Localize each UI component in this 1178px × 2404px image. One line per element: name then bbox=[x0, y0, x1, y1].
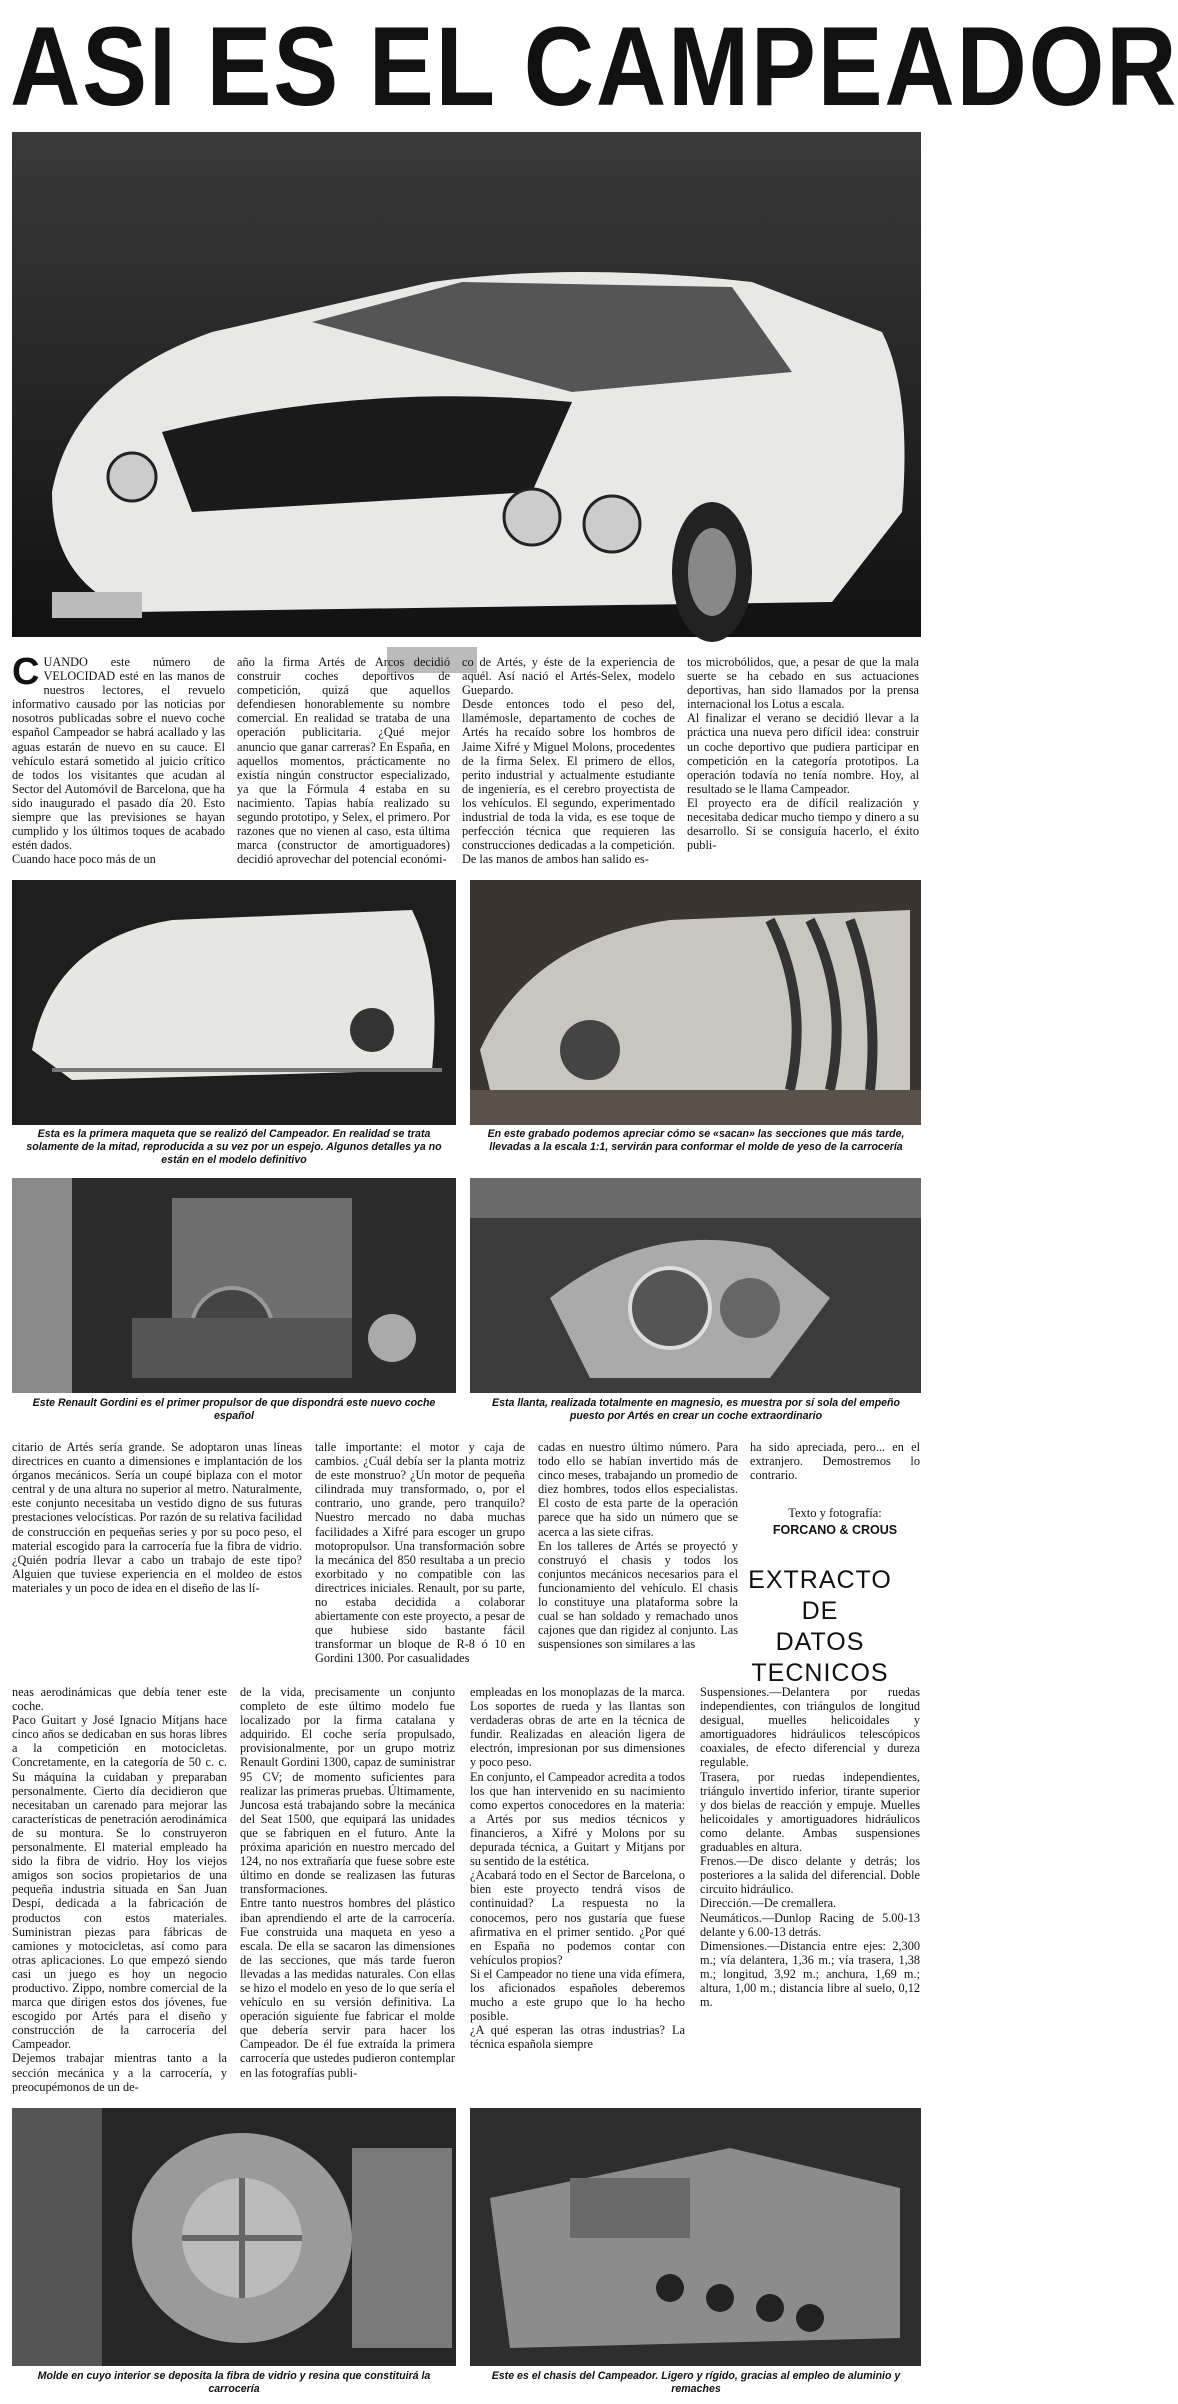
car-prototype-photo bbox=[12, 132, 921, 637]
mid-column-4: ha sido apreciada, pero... en el extranjero. Demostremos lo contrario. bbox=[750, 1440, 920, 1483]
full-scale-mockup-photo bbox=[470, 880, 921, 1125]
intro-column-3: co de Artés, y éste de la experiencia de aquél. Así nació el Artés-Selex, modelo Guepardo. Desde entonces todo el peso del, llamémosle, departamento de coches de Artés ha recaído sobre los hombros de Jaime Xifré y Miguel Molons, procedentes de la firma Selex. El primero de ellos, perito industrial y actualmente estudiante de ingeniería, es el cerebro proyectista de los vehículos. El segundo, experimentado industrial de toda la vida, es ese toque de perfección técnica que requieren las construcciones dedicadas a la competición. De las manos de ambos han salido es- bbox=[462, 655, 675, 867]
extracto-line-2: DE bbox=[801, 1597, 839, 1625]
lower-column-2: de la vida, precisamente un conjunto completo de este último modelo fue localizado por la firma catalana y adquirido. El coche sería propulsado, provisionalmente, por un grupo motriz Renault Gordini 1300, capaz de suministrar 95 CV; de momento suficientes para realizar las primeras pruebas. Últimamente, Juncosa está trabajando sobre la mecánica del Seat 1500, que equipará las unidades que se fabriquen en el futuro. Ante la próxima aparición en nuestro mercado del 124, no nos extrañaría que fuese sobre este último en donde se realizasen las futuras transformaciones. Entre tanto nuestros hombres del plástico iban aprendiendo el arte de la carrocería. Fue construida una maqueta en yeso a escala. De ella se sacaron las dimensiones de las secciones, que más tarde fueron llevadas a las medidas naturales. Con ellas se hizo el modelo en yeso de lo que sería el vehículo en su versión definitiva. La operación siguiente fue fabricar el molde que debería servir para hacer los Campeador. De él fue extraída la primera carrocería que ustedes pudieron contemplar en las fotografías publi- bbox=[240, 1685, 455, 2080]
intro-column-1: CUANDO este número de VELOCIDAD esté en las manos de nuestros lectores, el revuelo informativo causado por las noticias por nosotros publicadas sobre el nuevo coche español Campeador se habrá acallado y las aguas estarán de nuevo en su cauce. El vehículo estará sometido al juicio crítico de todos los visitantes que acudan al Sector del Automóvil de Barcelona, que ha sido inaugurado el pasado día 20. Esto siempre que las previsiones se hayan cumplido y los últimos toques de acabado estén dados. Cuando hace poco más de un bbox=[12, 651, 225, 867]
half-scale-mockup-photo bbox=[12, 880, 456, 1125]
author-credit bbox=[745, 1505, 925, 1541]
caption-wheel: Esta llanta, realizada totalmente en magnesio, es muestra por sí sola del empeño puesto por Artés en crear un coche extraordinario bbox=[492, 1397, 900, 1422]
caption-engine: Este Renault Gordini es el primer propulsor de que dispondrá este nuevo coche español bbox=[32, 1397, 436, 1422]
intro-column-2: año la firma Artés de Arcos decidió construir coches deportivos de competición, quizá que aquellos defendiesen honorablemente su nombre comercial. En realidad se trataba de una operación publicitaria. ¿Qué mejor anuncio que ganar carreras? En España, en aquellos momentos, prácticamente no existía ningún constructor especializado, ya que la Fórmula 4 estaba en su nacimiento. Tapias había realizado su segundo prototipo, y Selex, el primero. Por razones que no vienen al caso, esta última marca (constructor de amortiguadores) decidió aprovechar del potencial económi- bbox=[237, 655, 450, 867]
magnesium-wheel-photo bbox=[470, 1178, 921, 1393]
mid-column-3: cadas en nuestro último número. Para todo ello se habían invertido más de cinco meses, trabajando un promedio de diez hombres, todos ellos especialistas. El costo de esta parte de la operación parece que ha sido un número que se acerca a las siete cifras. En los talleres de Artés se proyectó y construyó el chasis y todos los conjuntos mecánicos necesarios para el funcionamiento del vehículo. El chasis lo constituye una plataforma sobre la cual se han soldado y remachado unos cajones que dan rigidez al conjunto. Las suspensiones son similares a las bbox=[538, 1440, 738, 1652]
caption-mockup-half: Esta es la primera maqueta que se realizó del Campeador. En realidad se trata solamente de la mitad, reproducida a su vez por un espejo. Algunos detalles ya no están en el modelo definitivo bbox=[26, 1128, 442, 1166]
extracto-line-3: DATOS TECNICOS bbox=[751, 1628, 889, 1687]
drop-cap: C bbox=[12, 651, 40, 693]
intro-column-4: tos microbólidos, que, a pesar de que la mala suerte se ha cebado en sus actuaciones deportivas, han sido llamados por la prensa internacional los Lotus a escala. Al finalizar el verano se decidió llevar a la práctica una nueva pero difícil idea: construir un coche deportivo que pudiera participar en competición en la categoría prototipos. La operación todavía no tenía nombre. Hoy, al resultado se le llama Campeador. El proyecto era de difícil realización y necesitaba dedicar mucho tiempo y dinero a su desarrollo. Si se consiguía hacerlo, el éxito publi- bbox=[687, 655, 919, 853]
credit-label: Texto y fotografía: bbox=[788, 1506, 882, 1520]
lower-column-1: neas aerodinámicas que debía tener este coche. Paco Guitart y José Ignacio Mitjans hace cinco años se dedicaban en sus horas libres a la competición en motocicletas. Concretamente, en la categoría de 50 c. c. Su máquina la cuidaban y preparaban personalmente. Cierto día decidieron que necesitaban un carenado para mejorar las características de penetración aerodinámica de su montura. Se lo construyeron personalmente. El material empleado ha sido la fibra de vidrio. Hoy los viejos amigos son socios propietarios de una pequeña industria situada en San Juan Despí, dedicada a la fabricación de productos con estos materiales. Suministran piezas para fábricas de camiones y motocicletas, así como para otras aplicaciones. Lo que empezó siendo casi un juego es hoy un negocio productivo. Zippo, nombre comercial de la marca que dirigen estos dos jóvenes, fue escogido por Artés para el diseño y construcción de la carrocería del Campeador. Dejemos trabajar mientras tanto a la sección mecánica y a la carrocería, y preocupémonos de un de- bbox=[12, 1685, 227, 2094]
credit-names: FORCANO & CROUS bbox=[772, 1523, 898, 1537]
mid-column-2: talle importante: el motor y caja de cambios. ¿Cuál debía ser la planta motriz de este monstruo? ¿Un motor de pequeña cilindrada muy transformado, o, por el contrario, uno grande, pero tranquilo? Nuestro mercado no daba muchas facilidades a Xifré para escoger un grupo motopropulsor. Una transformación sobre la mecánica del 850 resultaba a un precio exorbitado y no compatible con las directrices iniciales. Renault, por su parte, no estaba decidida a colaborar abiertamente con este proyecto, a pesar de que hubiese sido bastante fácil transformar un bloque de R-8 ó 10 en Gordini 1300. Por casualidades bbox=[315, 1440, 525, 1666]
mid-column-1: citario de Artés sería grande. Se adoptaron unas líneas directrices en cuanto a dimensiones e implantación de los órganos mecánicos. Sería un coupé biplaza con el motor central y de una altura no superior al metro. Naturalmente, este conjunto necesitaba un vestido digno de sus futuras prestaciones velocísticas. Por razón de su relativa facilidad de construcción en pequeñas series y por su poco peso, el material escogido para la carrocería fue la fibra de vidrio. ¿Quién podría llevar a cabo un trabajo de este tipo? Alguien que tuviese experiencia en el moldeo de estos materiales y un poco de idea en el diseño de las lí- bbox=[12, 1440, 302, 1595]
chassis-photo bbox=[470, 2108, 921, 2366]
body-mold-photo bbox=[12, 2108, 456, 2366]
technical-data-column: Suspensiones.—Delantera por ruedas independientes, con triángulos de longitud desigual, muelles helicoidales y amortiguadores hidráulicos telescópicos coaxiales, de efecto diferencial y dureza regulable. Trasera, por ruedas independientes, triángulo invertido inferior, tirante superior y dos bielas de reacción y empuje. Muelles helicoidales y amortiguadores hidráulicos como delante. Ambas suspensiones graduables en altura. Frenos.—De disco delante y detrás; los posteriores a la salida del diferencial. Doble circuito hidráulico. Dirección.—De cremallera. Neumáticos.—Dunlop Racing de 5.00-13 delante y 6.00-13 detrás. Dimensiones.—Distancia entre ejes: 2,300 m.; vía delantera, 1,36 m.; vía trasera, 1,38 m.; longitud, 3,92 m.; anchura, 1,69 m.; altura, 1,00 m.; distancia libre al suelo, 0,12 m. bbox=[700, 1685, 920, 2010]
caption-mockup-full: En este grabado podemos apreciar cómo se «sacan» las secciones que más tarde, llevadas a la escala 1:1, servirán para conformar el molde de yeso de la carrocería bbox=[487, 1128, 905, 1153]
article-title: ASI ES EL CAMPEADOR bbox=[10, 4, 1178, 129]
lower-column-3: empleadas en los monoplazas de la marca. Los soportes de rueda y las llantas son verdaderas obras de arte en la técnica de fundir. Realizadas en aleación ligera de electrón, impresionan por sus dimensiones y poco peso. En conjunto, el Campeador acredita a todos los que han intervenido en su nacimiento como expertos conocedores en la materia: a Artés por sus medios técnicos y financieros, a Xifré y Molons por su depurada técnica, a Guitart y Mitjans por su sentido de la estética. ¿Acabará todo en el Sector de Barcelona, o bien este proyecto tendrá visos de continuidad? La respuesta no la conocemos, pero nos gustaría que fuese afirmativa en el primer sentido. ¿Por qué en España no podemos contar con vehículos propios? Si el Campeador no tiene una vida efímera, los aficionados españoles deberemos mucho a este grupo que lo ha hecho posible. ¿A qué esperan las otras industrias? La técnica española siempre bbox=[470, 1685, 685, 2052]
extracto-line-1: EXTRACTO bbox=[748, 1566, 892, 1594]
technical-data-heading bbox=[720, 1565, 920, 1687]
caption-chassis: Este es el chasis del Campeador. Ligero y rígido, gracias al empleo de aluminio y remaches bbox=[491, 2370, 901, 2395]
caption-mold: Molde en cuyo interior se deposita la fibra de vidrio y resina que constituirá la carrocería bbox=[37, 2370, 431, 2395]
engine-photo bbox=[12, 1178, 456, 1393]
